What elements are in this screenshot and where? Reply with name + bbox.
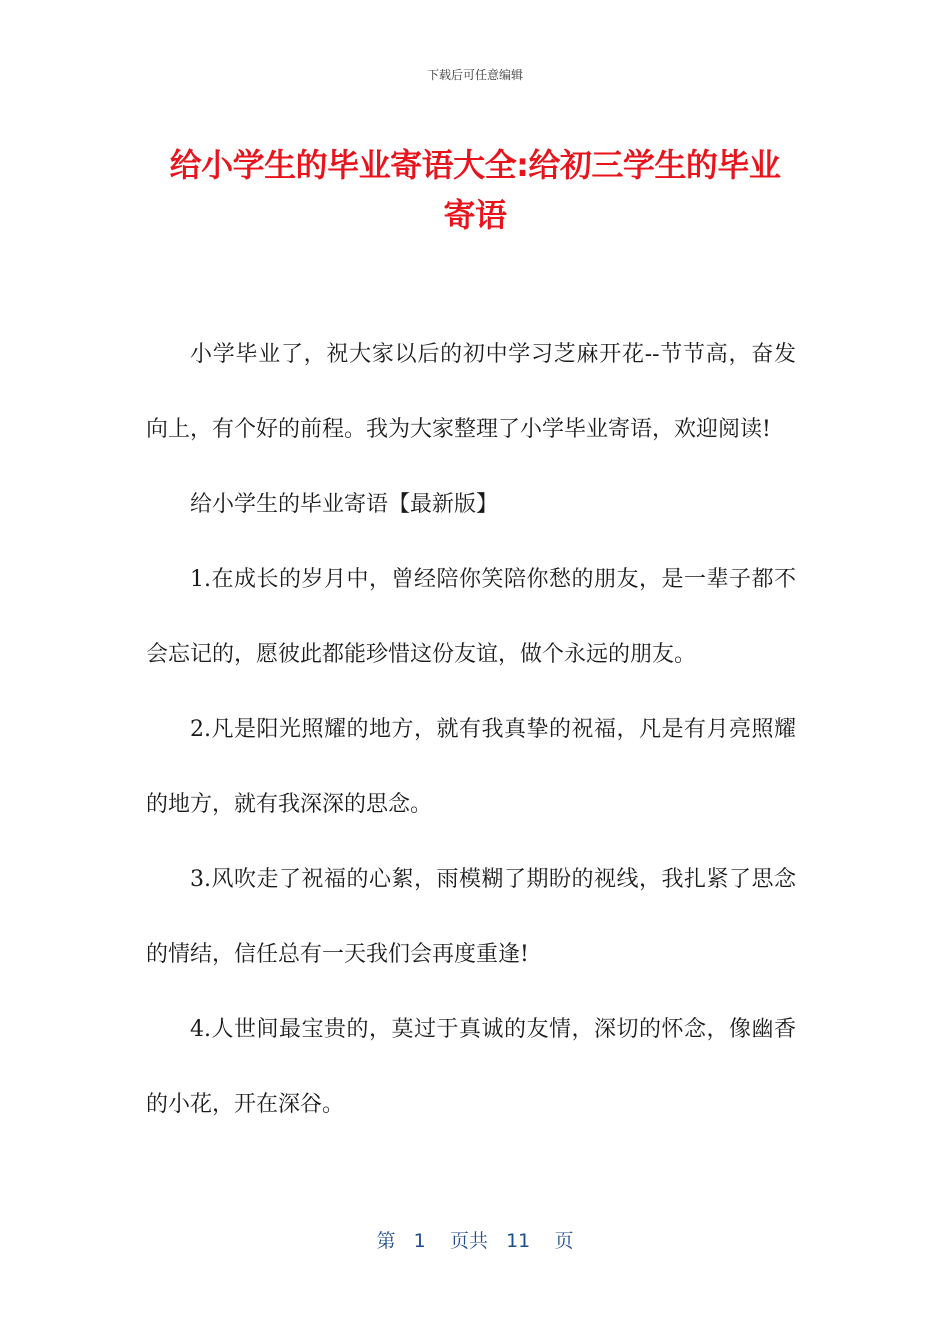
document-title xyxy=(120,140,830,240)
title-line-2: 寄语 xyxy=(443,196,507,234)
footer-prefix: 第 xyxy=(376,1230,396,1252)
page-footer xyxy=(0,1226,950,1253)
footer-suffix: 页 xyxy=(554,1230,574,1252)
paragraph-item-1: 1.在成长的岁月中，曾经陪你笑陪你愁的朋友，是一辈子都不会忘记的，愿彼此都能珍惜这份友谊，做个永远的朋友。 xyxy=(146,567,796,667)
footer-total-pages: 11 xyxy=(506,1230,531,1252)
paragraph-section-heading: 给小学生的毕业寄语【最新版】 xyxy=(190,492,499,517)
paragraph-item-3: 3.风吹走了祝福的心絮，雨模糊了期盼的视线，我扎紧了思念的情结，信任总有一天我们会再度重逢! xyxy=(146,867,796,967)
paragraph-item-2: 2.凡是阳光照耀的地方，就有我真挚的祝福，凡是有月亮照耀的地方，就有我深深的思念。 xyxy=(146,717,796,817)
document-body xyxy=(146,317,796,1142)
header-note: 下载后可任意编辑 xyxy=(426,68,523,82)
paragraph-item-4: 4.人世间最宝贵的，莫过于真诚的友情，深切的怀念，像幽香的小花，开在深谷。 xyxy=(146,1017,796,1117)
footer-middle: 页共 xyxy=(449,1230,488,1252)
paragraph-intro: 小学毕业了，祝大家以后的初中学习芝麻开花--节节高，奋发向上，有个好的前程。我为大家整理了小学毕业寄语，欢迎阅读! xyxy=(146,342,796,442)
title-line-1: 给小学生的毕业寄语大全:给初三学生的毕业 xyxy=(169,146,781,184)
footer-page-number: 1 xyxy=(413,1230,426,1252)
